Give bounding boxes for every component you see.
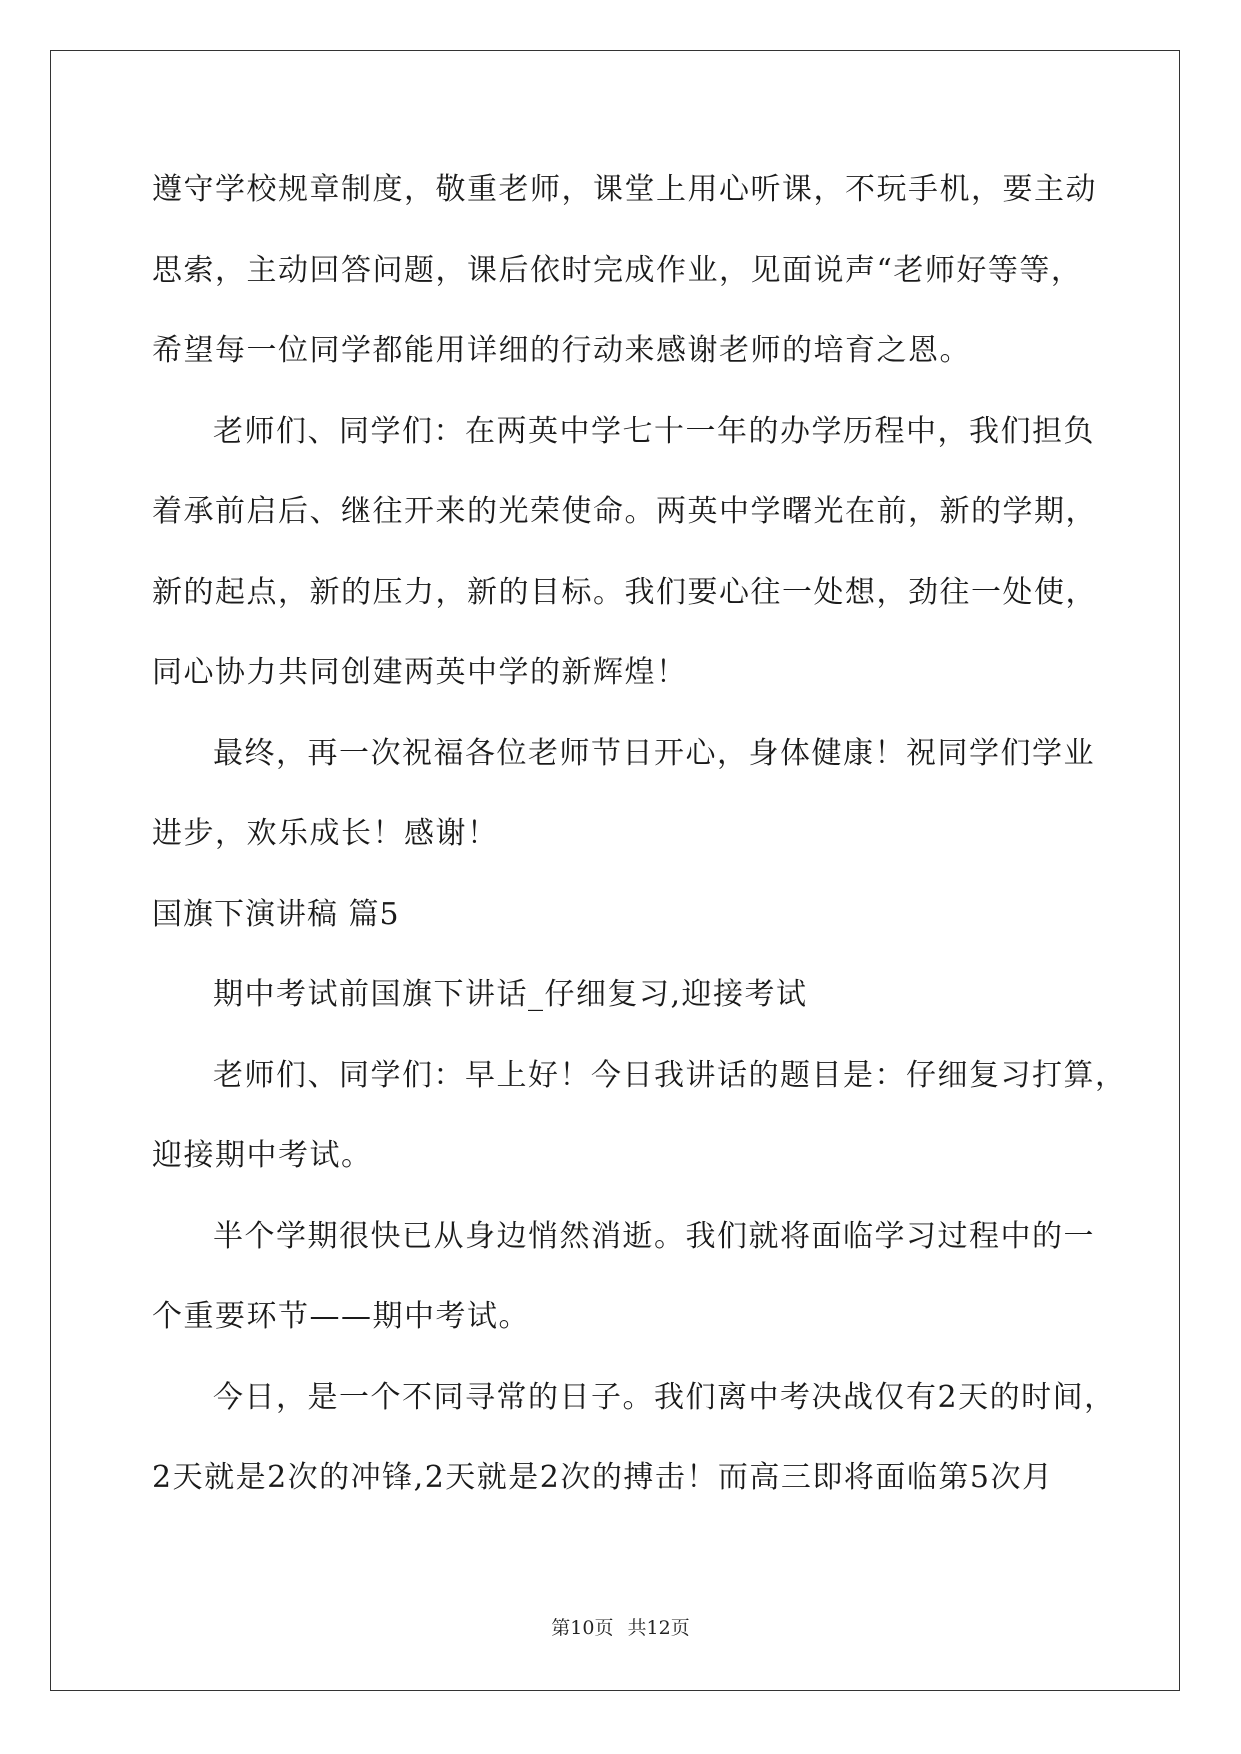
page-footer [0,1613,1241,1640]
text-line: 老师们、同学们：早上好！今日我讲话的题目是：仔细复习打算， [213,1057,1127,1093]
text-line: 思索，主动回答问题，课后依时完成作业，见面说声“老师好等等， [152,252,1083,288]
text-line: 个重要环节——期中考试。 [152,1299,530,1334]
text-line: 同心协力共同创建两英中学的新辉煌！ [152,655,688,690]
text-line: 着承前启后、继往开来的光荣使命。两英中学曙光在前，新的学期， [152,494,1097,529]
text-line: 期中考试前国旗下讲话_仔细复习,迎接考试 [213,977,808,1012]
section-heading: 国旗下演讲稿 篇5 [152,896,400,932]
text-line: 老师们、同学们：在两英中学七十一年的办学历程中，我们担负 [213,413,1095,449]
page-number-current: 第10页 [551,1617,614,1639]
text-line: 迎接期中考试。 [152,1138,373,1173]
text-line: 遵守学校规章制度，敬重老师，课堂上用心听课，不玩手机，要主动 [152,172,1097,207]
text-line: 半个学期很快已从身边悄然消逝。我们就将面临学习过程中的一 [213,1218,1095,1254]
text-line: 最终，再一次祝福各位老师节日开心，身体健康！祝同学们学业 [213,735,1095,771]
text-line: 2天就是2次的冲锋,2天就是2次的搏击！而高三即将面临第5次月 [152,1460,1054,1495]
text-line: 希望每一位同学都能用详细的行动来感谢老师的培育之恩。 [152,333,971,368]
document-body [152,160,1127,1529]
text-line: 进步，欢乐成长！感谢！ [152,816,499,851]
text-line: 新的起点，新的压力，新的目标。我们要心往一处想，劲往一处使， [152,574,1097,610]
page-number-total: 共12页 [627,1617,690,1639]
text-line: 今日，是一个不同寻常的日子。我们离中考决战仅有2天的时间， [213,1379,1116,1415]
